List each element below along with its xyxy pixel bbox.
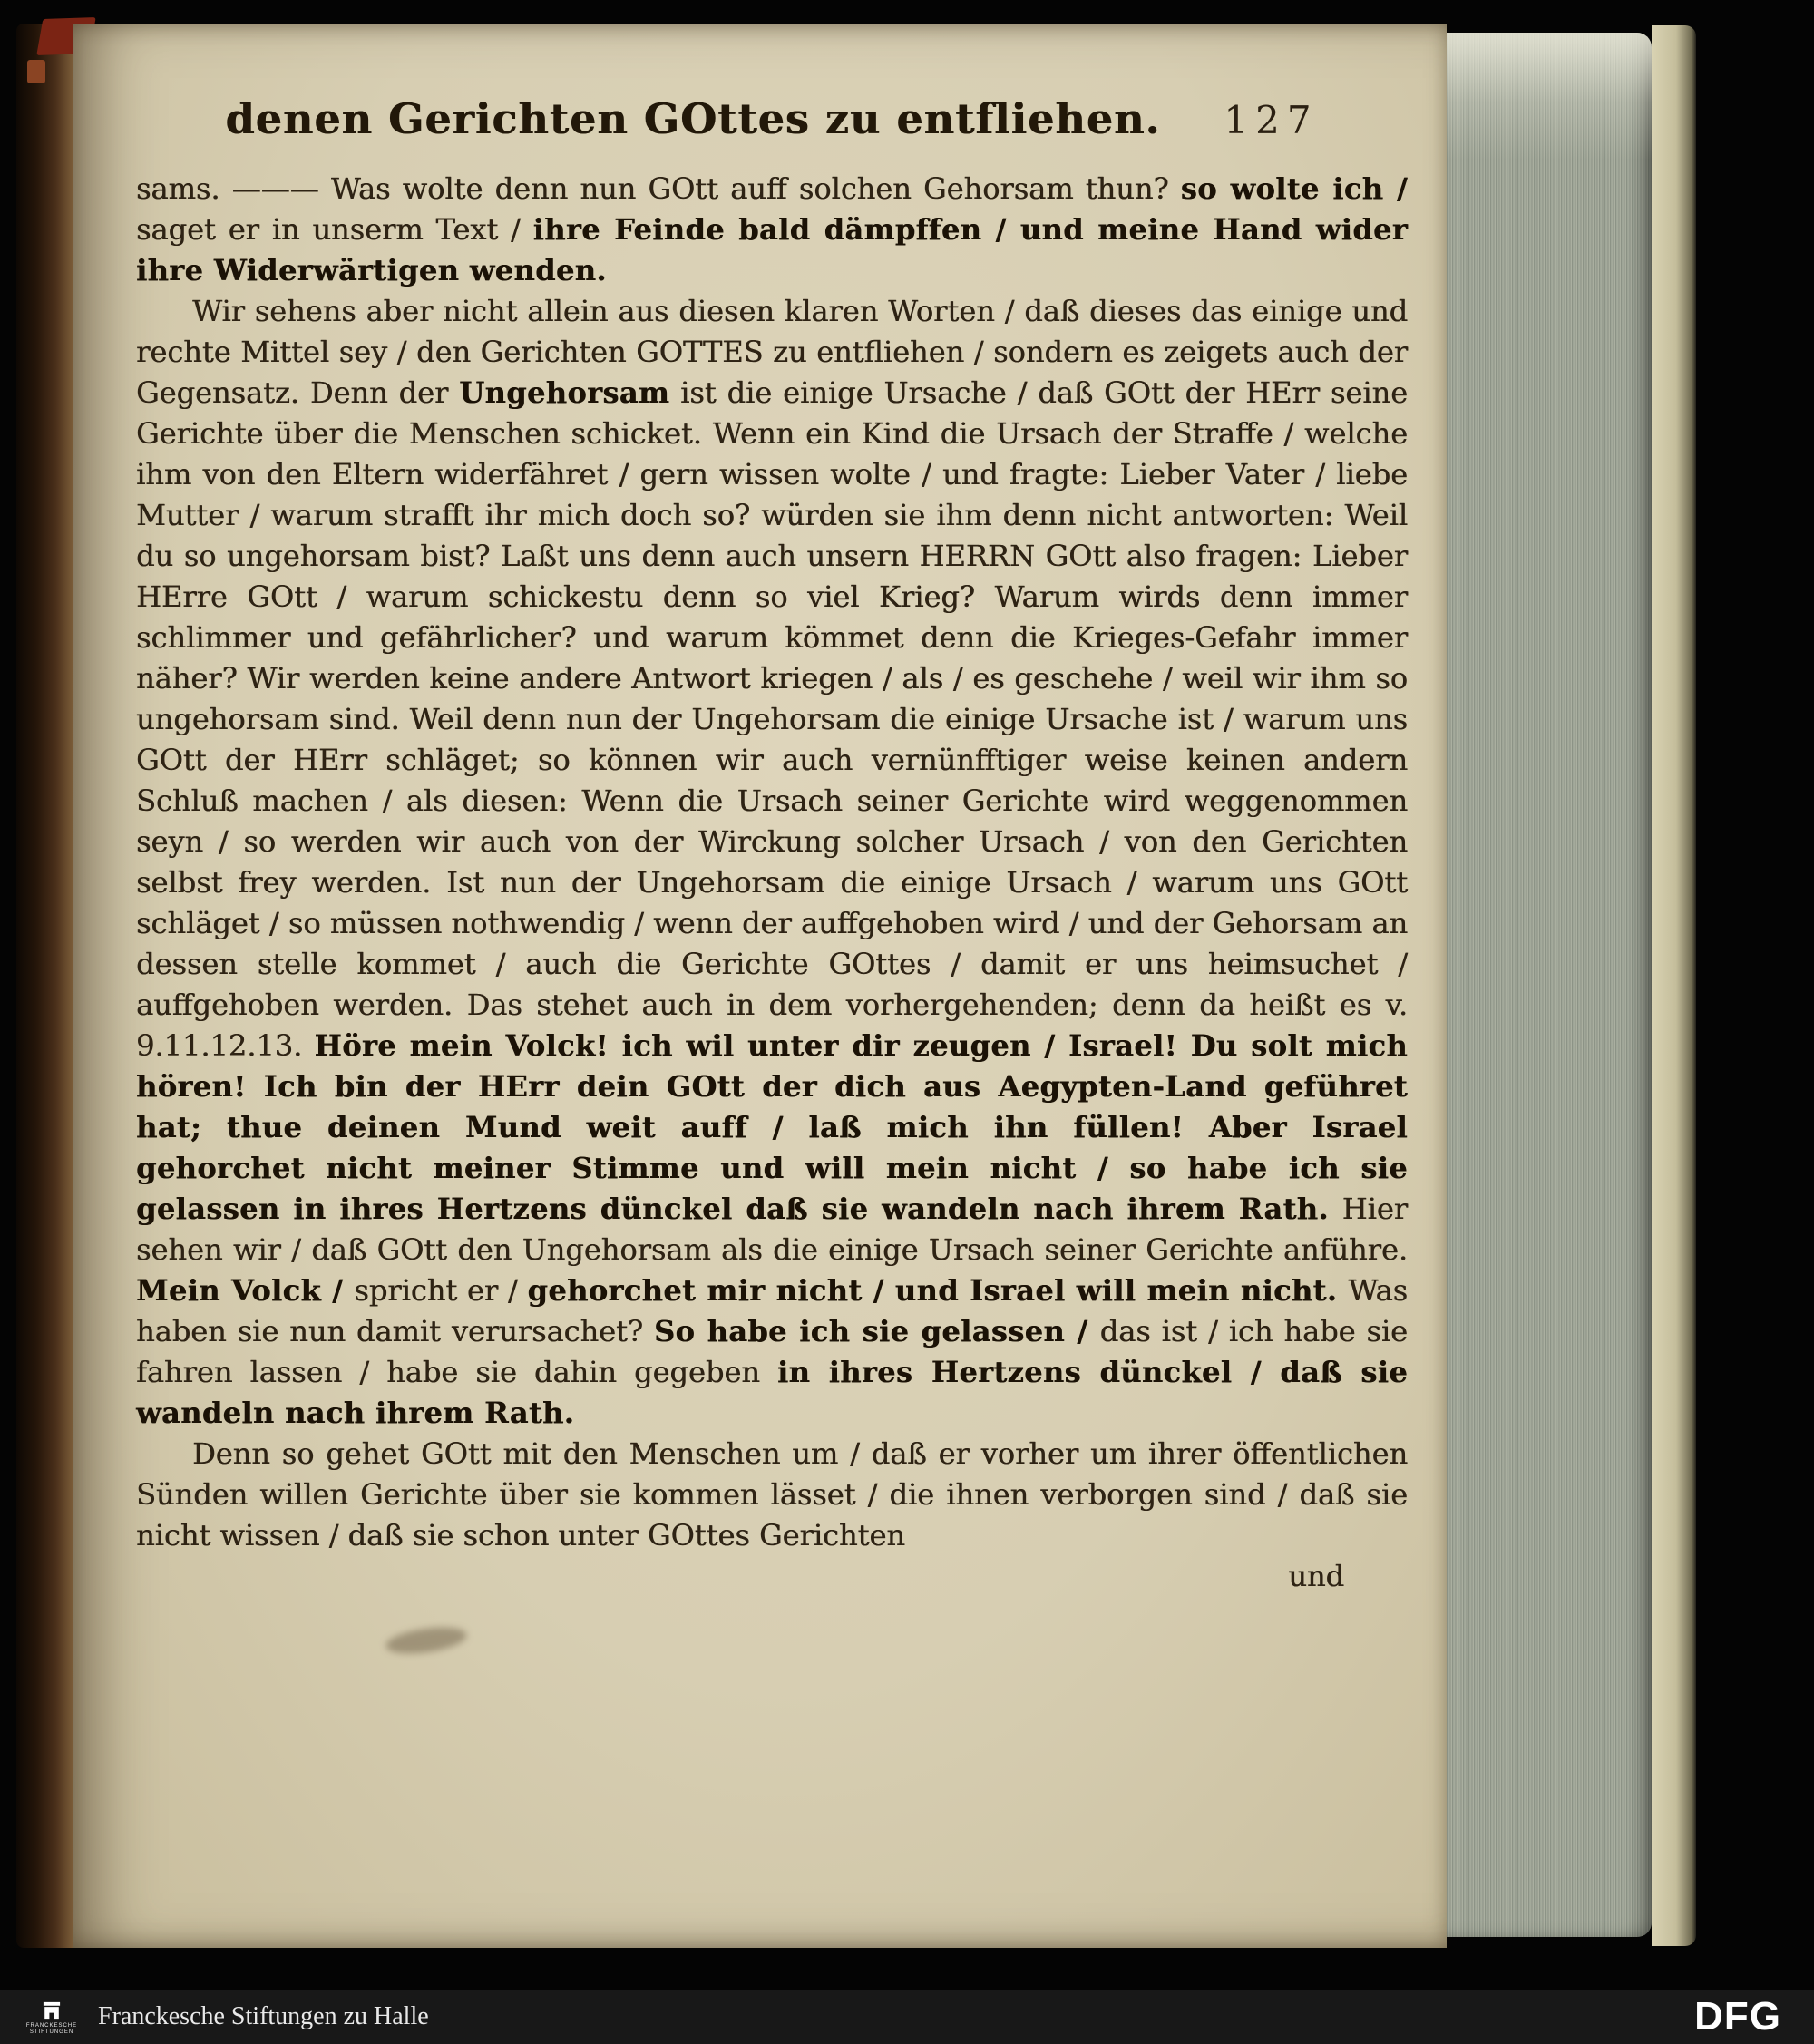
text-segment: Was haben sie nun damit verursachet? bbox=[136, 1273, 1409, 1348]
institution-logo bbox=[20, 1999, 83, 2036]
text-segment: Wir sehens aber nicht allein aus diesen klaren Worten / daß dieses das einige und rechte Mittel sey / den Gerichten GOTTES zu entfliehen / sondern es zeigets auch der Gegensatz. Denn der bbox=[136, 294, 1408, 410]
book-page bbox=[73, 24, 1447, 1948]
paragraph bbox=[136, 169, 1408, 291]
fore-edge-pages bbox=[1447, 33, 1652, 1937]
institution-logo-text: FRANCKESCHE STIFTUNGEN bbox=[25, 2022, 78, 2035]
text-segment: Höre mein Volck! ich wil unter dir zeugen / Israel! Du solt mich hören! Ich bin der HErr dein GOtt der dich aus Aegypten-Land geführet hat; thue deinen Mund weit auff / laß mich ihn füllen! Aber Israel gehorchet nicht meiner Stimme und will mein nicht / so habe ich sie gelassen in ihres Hertzens dünckel daß sie wandeln nach ihrem Rath. bbox=[136, 1028, 1408, 1226]
cover-edge bbox=[1652, 25, 1696, 1946]
text-segment: das ist / ich habe sie fahren lassen / habe sie dahin gegeben bbox=[136, 1314, 1408, 1389]
dfg-logo: DFG bbox=[1694, 1994, 1781, 2039]
page-text bbox=[136, 169, 1408, 1556]
catchword: und bbox=[1288, 1559, 1344, 1593]
book bbox=[16, 24, 1696, 1948]
text-segment: so wolte ich / bbox=[1180, 171, 1408, 206]
ink-stain bbox=[385, 1623, 469, 1658]
text-segment: ist die einige Ursache / daß GOtt der HErr seine Gerichte über die Menschen schicket. Wenn ein Kind die Ursach der Straffe / welche ihm von den Eltern widerfähret / gern wissen wolte / und fragte: Lieber Vater / liebe Mutter / warum strafft ihr mich doch so? würden sie ihm denn nicht antworten: Weil du so ungehorsam bist? Laßt uns denn auch unsern HERRN GOtt also fragen: Lieber HErre GOtt / warum schickestu denn so viel Krieg? Warum wirds denn immer schlimmer und gefährlicher? und warum kömmet denn die Krieges-Gefahr immer näher? Wir werden keine andere Antwort kriegen / als / es geschehe / weil wir ihm so ungehorsam sind. Weil denn nun der Ungehorsam die einige Ursache ist / warum uns GOtt der HErr schläget; so können wir auch vernünfftiger weise keinen andern Schluß machen / als diesen: Wenn die Ursach seiner Gerichte wird weggenommen seyn / so werden wir auch von der Wirckung solcher Ursach / von den Gerichten selbst frey werden. Ist nun der Ungehorsam die einige Ursach / warum uns GOtt schläget / so müssen nothwendig / wenn der auffgehoben wird / und der Gehorsam an dessen stelle kommet / auch die Gerichte GOttes / damit er uns heimsuchet / auffgehoben werden. Das stehet auch in dem vorhergehenden; denn da heißt es v. 9.11.12.13. bbox=[136, 375, 1409, 1063]
text-segment: saget er in unserm Text / bbox=[136, 212, 533, 247]
text-segment: Mein Volck / bbox=[136, 1273, 355, 1308]
page-header bbox=[136, 94, 1408, 143]
text-segment: in ihres Hertzens dünckel / daß sie wandeln nach ihrem Rath. bbox=[136, 1355, 1409, 1430]
text-segment: ihre Feinde bald dämpffen / und meine Hand wider ihre Widerwärtigen wenden. bbox=[136, 212, 1409, 287]
institution-building-icon bbox=[40, 1999, 63, 2022]
paragraph bbox=[136, 291, 1408, 1434]
footer-bar bbox=[0, 1990, 1814, 2044]
text-segment: gehorchet mir nicht / und Israel will mein nicht. bbox=[527, 1273, 1349, 1308]
page-number: 127 bbox=[1224, 98, 1319, 142]
text-segment: Denn so gehet GOtt mit den Menschen um / daß er vorher um ihrer öffentlichen Sünden willen Gerichte über sie kommen lässet / die ihnen verborgen sind / daß sie nicht wissen / daß sie schon unter GOttes Gerichten bbox=[136, 1436, 1408, 1552]
text-segment: So habe ich sie gelassen / bbox=[653, 1314, 1100, 1348]
text-segment: Ungehorsam bbox=[459, 375, 670, 410]
text-segment: spricht er / bbox=[354, 1273, 528, 1308]
paragraph bbox=[136, 1434, 1408, 1556]
text-segment: sams. ——— Was wolte denn nun GOtt auff solchen Gehorsam thun? bbox=[136, 171, 1181, 206]
running-title: denen Gerichten GOttes zu entfliehen. bbox=[225, 94, 1161, 143]
book-spine bbox=[16, 24, 73, 1948]
text-segment: Hier sehen wir / daß GOtt den Ungehorsam als die einige Ursach seiner Gerichte anführe. bbox=[136, 1192, 1408, 1267]
spine-red-mark-small bbox=[27, 60, 45, 83]
page-content bbox=[136, 94, 1408, 1597]
institution-label: Franckesche Stiftungen zu Halle bbox=[98, 2002, 429, 2030]
